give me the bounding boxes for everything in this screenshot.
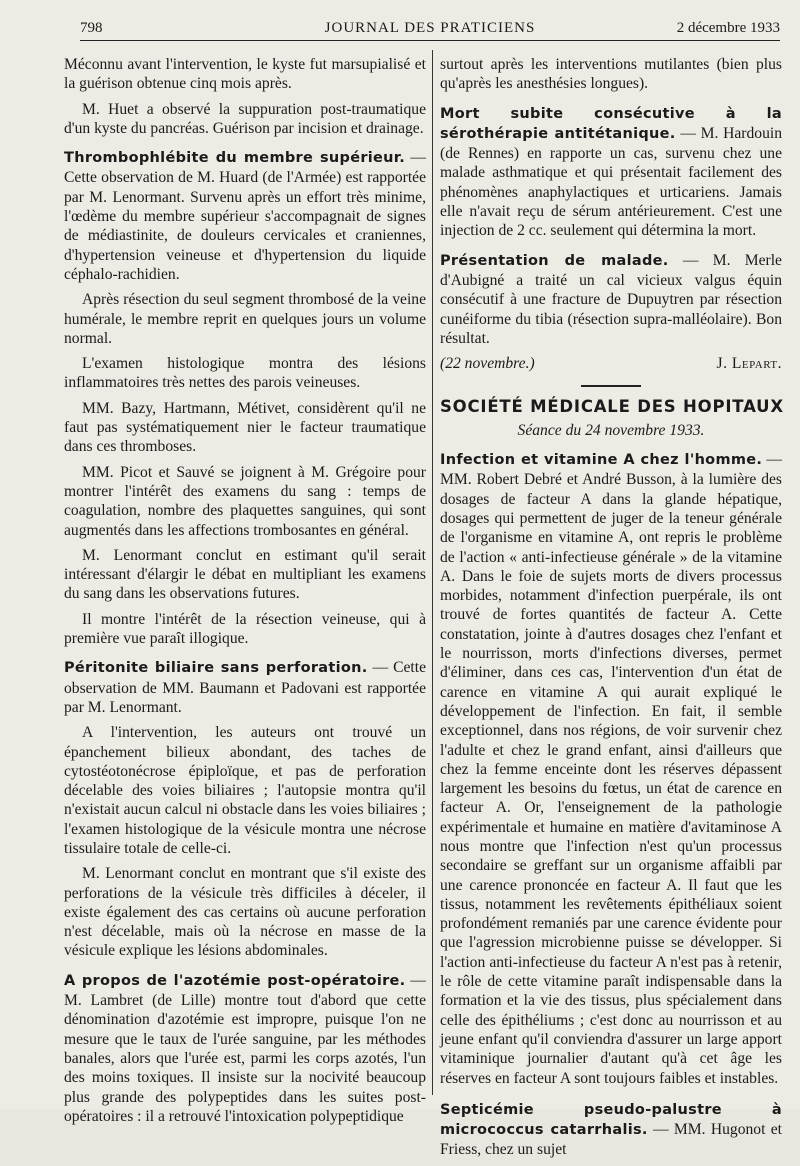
paragraph: surtout après les interventions mutilantes (bien plus qu'après les anesthésies longues). (440, 56, 782, 93)
section-mort-subite (440, 104, 782, 241)
paragraph: MM. Bazy, Hartmann, Métivet, considèrent qu'il ne faut pas systématiquement nier le facteur traumatique dans ces thromboses. (64, 399, 426, 456)
paragraph: — MM. Hugonot et Friess, chez un sujet (440, 1121, 782, 1159)
paragraph: Il montre l'intérêt de la résection veineuse, qui à première vue paraît illogique. (64, 610, 426, 648)
section-azotemie (64, 971, 426, 1126)
section-heading: Péritonite biliaire sans perforation. (64, 660, 368, 677)
signature-line (440, 354, 782, 373)
section-heading: Mort subite consécutive à la sérothérapie antitétanique. (440, 105, 782, 142)
paragraph: — M. Merle d'Aubigné a traité un cal vicieux valgus équin consécutif à une fracture de Dupuytren par résection cunéiforme du tibia (résection supra-malléolaire). Bon résultat. (440, 251, 782, 347)
paragraph: — MM. Robert Debré et André Busson, à la lumière des dosages de facteur A dans la glande hépatique, dosages qui permettent de juger de la teneur générale de l'organisme en vitamine A, ont repris le problème de l'action « anti-infectieuse générale » de la vitamine A. Dans le foie de sujets morts de divers processus morbides, notamment d'infection puerpérale, ils ont trouvé de fortes quantités de facteur A. Cette constatation, jointe à d'autres dosages chez l'enfant et le nourrisson, morts d'infections diverses, permet d'éliminer, dans ces cas, l'intervention d'un état de carence en vitamine A qui aurait expliqué le développement de l'infection. En fait, il semble exceptionnel, dans nos régions, de voir survenir chez l'adulte et chez le grand enfant, ainsi d'ailleurs que chez la femme enceinte dont les réserves dépassent largement les besoins du fœtus, un état de carence en facteur A. Or, l'enseignement de la pathologie expérimentale et humaine en matière d'avitaminose A nous montre que l'infection n'est qu'un processus secondaire se greffant sur un organisme affaibli par une carence prononcée en facteur A. Il faut que les tissus, notamment les revêtements épithéliaux soient profondément remaniés par une carence évidente pour que l'agression microbienne puisse se développer. Si l'action anti-infectieuse du facteur A n'est pas à retenir, le rôle de cette vitamine paraît indispensable dans la formation et la vie des tissus, plus spécialement dans celle des épithéliums ; c'est donc au nourrisson et au jeune enfant qu'il conviendra d'assurer un large apport vitaminique journalier d'autant qu'à cet âge les réserves en facteur A sont toujours faibles et instables. (440, 451, 782, 1087)
paragraph: Après résection du seul segment thrombosé de la veine humérale, le membre reprit en quelques jours un volume normal. (64, 291, 426, 347)
section-septicemie (440, 1100, 782, 1160)
paragraph: M. Huet a observé la suppuration post-traumatique d'un kyste du pancréas. Guérison par incision et drainage. (64, 100, 426, 137)
page-number: 798 (80, 20, 103, 36)
paragraph: L'examen histologique montra des lésions inflammatoires très nettes des parois veineuses. (64, 355, 426, 392)
left-column (64, 55, 426, 1132)
column-divider (432, 50, 433, 1095)
paragraph: — Cette observation de MM. Baumann et Padovani est rapportée par M. Lenormant. (64, 659, 426, 716)
journal-title: JOURNAL DES PRATICIENS (324, 20, 536, 36)
section-heading: Septicémie pseudo-palustre à micrococcus catarrhalis. (440, 1101, 782, 1139)
section-thrombophlebite (64, 148, 426, 648)
paragraph: M. Lenormant conclut en estimant qu'il serait intéressant d'élargir le débat en multipliant les examens du sang dans les observations futures. (64, 546, 426, 603)
section-rule (581, 385, 641, 387)
issue-date: 2 décembre 1933 (676, 20, 780, 36)
paragraph: MM. Picot et Sauvé se joignent à M. Grégoire pour montrer l'intérêt des examens du sang : temps de coagulation, nombre des plaquettes sanguines, qui sont augmentés dans les affections trombosantes en général. (64, 463, 426, 539)
society-title: SOCIÉTÉ MÉDICALE DES HOPITAUX (440, 397, 784, 417)
paragraph: M. Lenormant conclut en montrant que s'il existe des perforations de la vésicule très difficiles à déceler, il existe également des cas certains où aucune perforation n'est décelable, mais où la nécrose en masse de la vésicule explique les lésions abdominales. (64, 865, 426, 960)
seance-date: Séance du 24 novembre 1933. (517, 421, 705, 439)
right-column (440, 55, 782, 1166)
paragraph: — Cette observation de M. Huard (de l'Armée) est rapportée par M. Lenormant. Survenu après un effort très minime, l'œdème du membre supérieur s'accompagnait de signes de médiastinite, de douleurs cervicales et craniennes, d'hypertension veineuse et d'hypertension du liquide céphalo-rachidien. (64, 149, 426, 283)
signature-author: J. Lepart. (716, 355, 782, 373)
section-heading: Présentation de malade. (440, 252, 669, 269)
section-heading: Thrombophlébite du membre supérieur. (64, 150, 405, 167)
section-presentation (440, 251, 782, 374)
section-infection (440, 450, 782, 1088)
page-header (80, 18, 780, 41)
signature-date: (22 novembre.) (440, 355, 535, 373)
section-peritonite (64, 658, 426, 960)
paragraph: Méconnu avant l'intervention, le kyste fut marsupialisé et la guérison obtenue cinq mois après. (64, 56, 426, 93)
paragraph: — M. Hardouin (de Rennes) en rapporte un cas, survenu chez une malade asthmatique et qui présentait facilement des phénomènes anaphylactiques et urticariens. Jamais elle n'avait reçu de sérum antérieurement. C'est une injection de 2 cc. seulement qui détermina la mort. (440, 124, 783, 240)
paragraph: — M. Lambret (de Lille) montre tout d'abord que cette dénomination d'azotémie est impropre, puisque l'on ne mesure que le taux de l'urée sanguine, par les méthodes banales, alors que l'urée est, parmi les corps azotés, l'un des moins toxiques. Il insiste sur la nocivité beaucoup plus grande des polypeptides dans les suites post-opératoires : il a retrouvé l'intoxication polypeptidique (64, 971, 426, 1125)
section-heading: A propos de l'azotémie post-opératoire. (64, 972, 406, 989)
paragraph: A l'intervention, les auteurs ont trouvé un épanchement bilieux abondant, des taches de cytostéotonécrose épiploïque, et pas de perforation décelable des voies biliaires ; l'autopsie montra qu'il n'existait aucun calcul ni obstacle dans les voies biliaires ; l'examen histologique de la vésicule montra une nécrose tissulaire totale de celle-ci. (64, 724, 426, 857)
section-heading: Infection et vitamine A chez l'homme. (440, 452, 763, 469)
